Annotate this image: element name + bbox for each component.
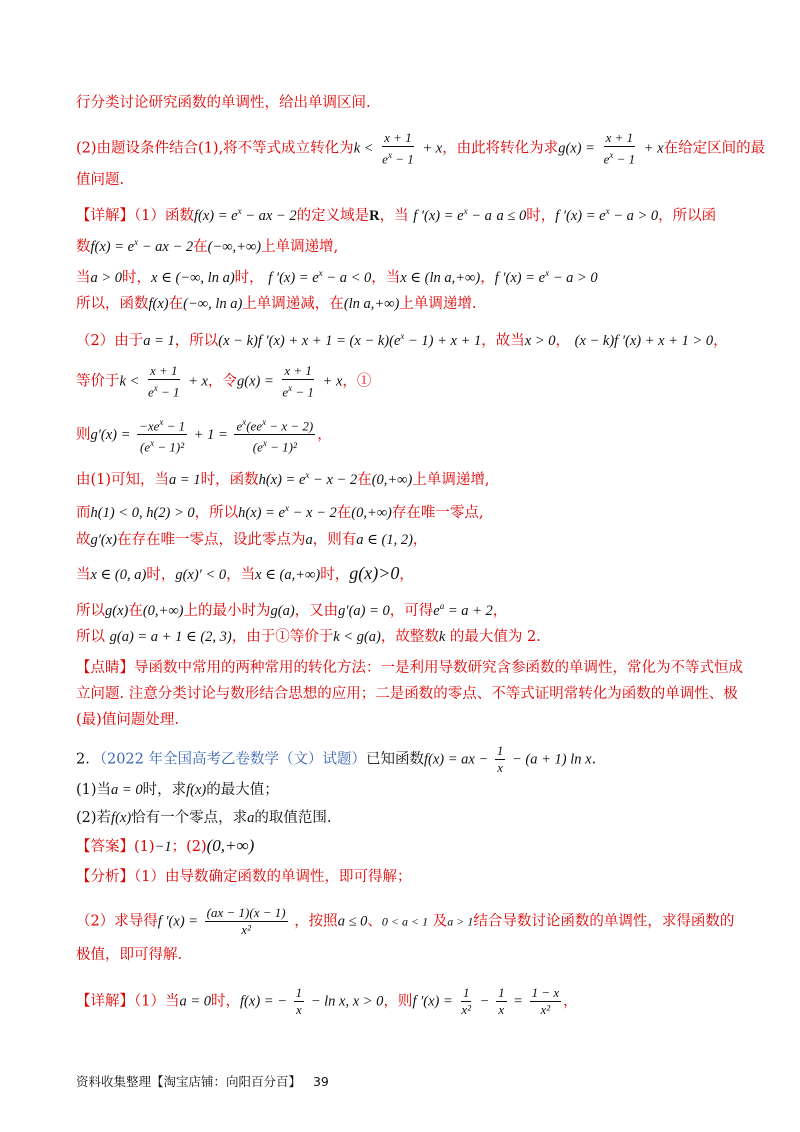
fraction: $\frac{1}{x}$ <box>496 743 504 775</box>
text-line: 而h(1) < 0, h(2) > 0，所以$h(x) = e^x - x - 2$在(0,+∞)存在唯一零点, <box>76 503 484 521</box>
text-line: 值问题. <box>76 172 125 188</box>
footer-text: 资料收集整理【淘宝店铺：向阳百分百】 <box>76 1074 302 1089</box>
text-line: (2)由题设条件结合(1),将不等式成立转化为k < $\frac{x + 1}{e^x - 1}$ + x，由此将转化为求g(x) = $\frac{x + 1}{e^x - 1}$ + x在给定区间的最 <box>76 130 766 167</box>
fraction: $\frac{x + 1}{e^x - 1}$ <box>282 363 314 400</box>
text-line: 【详解】（1）函数$f(x) = e^x$ − ax − 2的定义域是R，当 f $'(x) = e^x - a$ a ≤ 0时，f $'(x) = e^x - a > 0$，所以函 <box>76 206 717 224</box>
text-line: （2）由于a = 1，所以(x − k)f $'(x) + x + 1 = (x - k)(e^x - 1) + x + 1$，故当x > 0， (x − k)f ′(x) + x + 1 > 0， <box>76 331 728 349</box>
text-line: 故g′(x)在存在唯一零点，设此零点为a，则有a ∈ (1, 2)， <box>76 532 428 548</box>
text-line: 当x ∈ (0, a)时，g(x)′ < 0，当x ∈ (a,+∞)时，g(x)>0， <box>76 563 414 583</box>
fraction: $\frac{1}{x}$ <box>498 985 505 1017</box>
text-line: 所以g(x)在(0,+∞)上的最小时为g(a)，又由g′(a) = 0，可得$e^a = a + 2$， <box>76 601 508 619</box>
fraction: $\frac{x + 1}{e^x - 1}$ <box>382 130 414 167</box>
fraction: $\frac{e^x(ee^x - x - 2)}{(e^x - 1)^2}$ <box>234 414 315 456</box>
fraction: $\frac{1}{x}$ <box>295 985 303 1017</box>
page-footer <box>76 1072 329 1090</box>
fraction: $\frac{x + 1}{e^x - 1}$ <box>147 363 180 400</box>
fraction: $\frac{1}{\text{x²}}$ <box>461 985 472 1017</box>
fraction: $\frac{-xe^x - 1}{(e^x - 1)^2}$ <box>137 414 187 456</box>
text-line: 【点睛】导函数中常用的两种常用的转化方法：一是利用导数研究含参函数的单调性，常化为不等式恒成 <box>76 660 743 676</box>
text-line: 则g′(x) = $\frac{-xe^x - 1}{(e^x - 1)^2}$ + 1 = $\frac{e^x(ee^x - x - 2)}{(e^x - 1)^2}$ ， <box>76 414 736 456</box>
fraction: $\frac{x + 1}{e^x - 1}$ <box>603 130 636 167</box>
text-line: 数$f(x) = e^x$ − ax − 2在(−∞,+∞)上单调递增, <box>76 237 339 255</box>
text-line: 【分析】（1）由导数确定函数的单调性，即可得解； <box>76 869 412 885</box>
text-line: (最)值问题处理. <box>76 712 179 728</box>
answer-line: 【答案】(1)−1；(2)(0,+∞) <box>76 836 255 855</box>
text-line: 等价于k < $\frac{x + 1}{e^x - 1}$ + x，令g(x) = $\frac{x + 1}{e^x - 1}$ + x，① <box>76 363 372 400</box>
fraction: $\frac{(ax - 1)(x - 1)}{\text{x²}}$ <box>206 905 286 937</box>
text-line: (2)若f(x)恰有一个零点，求a的取值范围. <box>76 810 332 826</box>
text-line: 由(1)可知，当a = 1时，函数$h(x) = e^x - x - 2$在(0,+∞)上单调递增, <box>76 470 490 488</box>
fraction: $\frac{1 - x}{\text{x²}}$ <box>531 985 560 1017</box>
text-line: （2）求导得f ′(x) = $\frac{(ax - 1)(x - 1)}{\text{x²}}$ ，按照a ≤ 0、0 < a < 1 及a > 1结合导数讨论函数的单调性，求得函数的 <box>76 905 735 937</box>
text-line: 【详解】（1）当a = 0时，f(x) = − $\frac{1}{x}$ − ln x, x > 0，则f ′(x) = $\frac{1}{\text{x²}}$ − $\frac{1}{x}$ = $\frac{1 - x}{\text{x²}}$ ， <box>76 985 578 1017</box>
question-heading: 2．（2022 年全国高考乙卷数学（文）试题）已知函数f(x) = ax − $\frac{1}{x}$ − (a + 1) ln x. <box>76 743 597 775</box>
text-line: 极值，即可得解. <box>76 947 183 963</box>
text-line: 所以 g(a) = a + 1 ∈ (2, 3)，由于①等价于k < g(a)，故整数k 的最大值为 2. <box>76 629 541 645</box>
text-line: 当a > 0时，x ∈ (−∞, ln a)时， f $'(x) = e^x - a < 0$，当x ∈ (ln a,+∞)，f $'(x) = e^x - a > 0$ <box>76 268 598 286</box>
text-line: 所以，函数f(x)在(−∞, ln a)上单调递减，在(ln a,+∞)上单调递增. <box>76 296 477 312</box>
text-line: 行分类讨论研究函数的单调性，给出单调区间. <box>76 95 371 111</box>
page-number: 39 <box>312 1074 329 1089</box>
text-line: (1)当a = 0时，求f(x)的最大值； <box>76 782 279 798</box>
text-line: 立问题. 注意分类讨论与数形结合思想的应用；二是函数的零点、不等式证明常转化为函数的单调性、极 <box>76 686 738 702</box>
